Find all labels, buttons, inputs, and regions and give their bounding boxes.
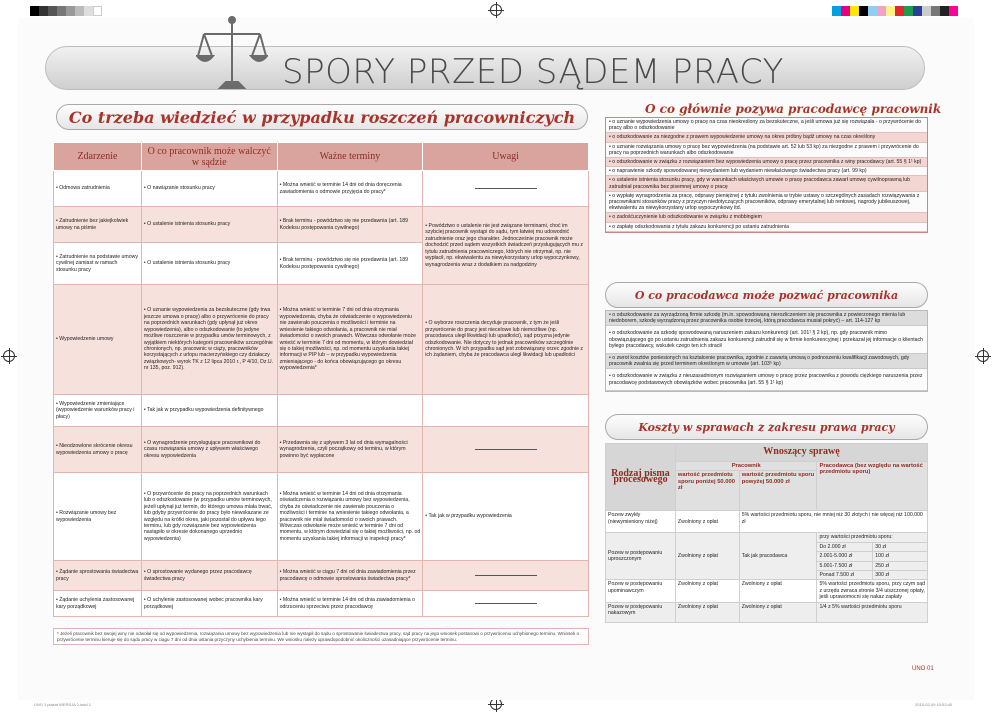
- list-item: • o odszkodowanie za niezgodne z prawem wypowiedzenie umowy na okres próbny bądź umowy na czas określony: [606, 133, 927, 142]
- cell-term: • Brak terminu - powództwo się nie przedawnia (art. 189 Kodeksu postępowania cywilnego): [277, 243, 423, 285]
- tier-range: 5.001-7.500 zł: [817, 561, 873, 570]
- cell-claim: • O przywrócenie do pracy na poprzednich warunkach lub o odszkodowanie (w przypadku umów terminowych, jeżeli upłynął już termin, do którego umowa miała trwać, lub gdyby przywrócenie do pracy było niewskazane ze względu na krótki okres, jaki pozostał do upływu tego terminu, lub gdy rozwiązanie bez wypowiedzenia nastąpiło w okresie dokonanego uprzednio wypowiedzenia): [141, 473, 277, 561]
- cell-high: Zwolniony z opłat: [739, 602, 817, 622]
- table-row: [54, 473, 589, 561]
- cell-term: • Brak terminu - powództwo się nie przedawnia (art. 189 Kodeksu postępowania cywilnego): [277, 207, 423, 243]
- registration-mark-left: [3, 350, 15, 362]
- cell-note-empty: [423, 171, 589, 207]
- col-header-event: Zdarzenie: [54, 143, 142, 171]
- list-item: • o naprawienie szkody spowodowanej niewydaniem lub wydaniem niewłaściwego świadectwa pracy (art. 99 kp): [606, 167, 927, 176]
- cell-low: Zwolniony z opłat: [675, 602, 739, 622]
- list-item: • o zwrot kosztów poniesionych na kształcenie pracownika, zgodnie z zawartą umową o podnoszeniu kwalifikacji zawodowych, gdy pracownik zwalnia się przed terminem określonym w umowie (art. 103⁵ kp): [606, 354, 927, 369]
- cell-term: • Można wnieść w terminie 14 dni od dnia otrzymania oświadczenia o rozwiązaniu umowy bez wypowiedzenia, chyba że oświadczenie nie zawierało pouczenia o możliwości i terminie na wniesienie takiego odwołania, a pracownik nie miał świadomości o swoich prawach. Wówczas odwołanie może wnieść w terminie 7 dni od momentu, w którym dowiedział się o takiej możliwości, np. od momentu uzyskania takiej informacji w inspekcji pracy*: [277, 473, 423, 561]
- cell-claim: • O uchylenie zastosowanej wobec pracownika kary porządkowej: [141, 591, 277, 617]
- cell-term: • Można wnieść w terminie 14 dni od dnia doręczenia zawiadomienia o odmowie przyjęcia do pracy*: [277, 171, 423, 207]
- tier-range: Do 2.000 zł: [817, 542, 873, 551]
- table-row: [54, 395, 589, 427]
- cell-event: • Żądanie sprostowania świadectwa pracy: [54, 561, 142, 591]
- employer-claims-heading-text: O co pracodawca może pozwać pracownika: [634, 288, 899, 302]
- col-header-claim: O co pracownik może walczyć w sądzie: [141, 143, 277, 171]
- cell-claim: • O nawiązanie stosunku pracy: [141, 171, 277, 207]
- table-row: [54, 285, 589, 395]
- color-bar-left: [30, 6, 102, 16]
- tier-fee: 250 zł: [873, 561, 928, 570]
- cell-claim: • O wynagrodzenie przysługujące pracownikowi do czasu rozwiązania umowy z upływem właściwego okresu wypowiedzenia: [141, 427, 277, 473]
- cell-low: Zwolniony z opłat: [675, 533, 739, 580]
- col-header-employee: Pracownik: [675, 462, 817, 471]
- cell-note: • O wyborze roszczenia decyduje pracownik, z tym że jeśli przywrócenie do pracy jest niecelowe lub niemożliwe (np. pracodawca uległ likwidacji lub upadłości), sąd przyzna jedynie odszkodowanie. Nie dotyczy to jednak pracowników szczególnie chronionych. W ich przypadku sąd jest zobowiązany orzec zgodnie z ich żądaniem, chyba że pracodawca uległ likwidacji lub upadłości: [423, 285, 589, 395]
- cell-event: • Nieodzowlone skrócenie okresu wypowiedzenia umowy o pracę: [54, 427, 142, 473]
- list-item: • o odszkodowanie za wyrządzoną firmie szkodę (m.in. spowodowaną nierozliczeniem się pracownika z powierzonego mienia lub niedoborem, szkodę wyrządzoną przez pracownika osobie trzeciej, którą pracodawca musiał pokryć) – art. 114-127 kp: [606, 311, 927, 326]
- tier-header: przy wartości przedmiotu sporu:: [817, 533, 928, 542]
- cell-event: • Wypowiedzenie zmieniające (wypowiedzenie warunków pracy i płacy): [54, 395, 142, 427]
- slug-left: UNO 1 plakat WERSJA 2.indd 1: [34, 702, 91, 707]
- col-header-employer: Pracodawca (bez względu na wartość przedmiotu sporu): [817, 462, 928, 511]
- cell-note-empty: [423, 395, 589, 427]
- col-header-payer: Wnoszący sprawę: [675, 444, 927, 462]
- employee-claims-heading: O co głównie pozywa pracodawcę pracownik: [645, 102, 942, 116]
- list-item: • o odszkodowanie w związku z nieuzasadnionym rozwiązaniem umowy o pracę przez pracownika z powodu ciężkiego naruszenia przez pracodawcę podstawowych obowiązków wobec pracownika (art. 55 § 1¹ kp): [606, 369, 927, 390]
- tier-fee: 30 zł: [873, 542, 928, 551]
- list-item: • o zapłatę odszkodowania z tytułu zakazu konkurencji po ustaniu zatrudnienia: [606, 223, 927, 232]
- table-row: [54, 427, 589, 473]
- col-header-kind: Rodzaj pisma procesowego: [606, 444, 676, 511]
- list-item: • o uznanie wypowiedzenia umowy o pracę na czas nieokreślony za bezskuteczne, a jeśli umowa już się rozwiązała - o przywrócenie do pracy albo o odszkodowanie: [606, 118, 927, 133]
- cell-term: • Można wnieść w ciągu 7 dni od dnia zawiadomienia przez pracodawcę o odmowie sprostowania świadectwa pracy*: [277, 561, 423, 591]
- tier-range: 2.001-5.000 zł: [817, 552, 873, 561]
- left-section-heading-text: Co trzeba wiedzieć w przypadku roszczeń pracowniczych: [68, 107, 576, 127]
- cell-term-empty: [277, 395, 423, 427]
- page-title: SPORY PRZED SĄDEM PRACY: [282, 52, 784, 92]
- cell-claim: • O uznanie wypowiedzenia za bezskuteczne (gdy trwa jeszcze umowa o pracę) albo o przywrócenie do pracy na poprzednich warunkach (gdy upłynął już okres wypowiedzenia), albo o odszkodowanie (to jedyne możliwe roszczenie w przypadku umów terminowych, z wyjątkiem niektórych kategorii pracowników szczególnie chronionych, np. pracownic w ciąży, pracowników korzystających z urlopu macierzyńskiego czy działaczy związkowych- wyrok TK z 12 lipca 2010 r., P 4/10, Dz.U. nr 135, poz. 912).: [141, 285, 277, 395]
- tier-fee: 100 zł: [873, 552, 928, 561]
- col-header-high-value: wartość przedmiotu sporu powyżej 50.000 zł: [739, 471, 817, 511]
- cell-high: Zwolniony z opłat: [739, 580, 817, 602]
- cell-note-empty: [423, 427, 589, 473]
- cell-note: • Tak jak w przypadku wypowiedzenia: [423, 473, 589, 561]
- list-item: • o odszkodowanie za szkodę spowodowaną naruszeniem zakazu konkurencji (art. 101¹ § 2 kp), np. gdy pracownik mimo obowiązującego go po ustaniu zatrudnienia zakazu konkurencji zatrudnił się w firmie konkurencyjnej i przekazał jej informacje o klientach byłego pracodawcy, wskutek czego ten ich stracił: [606, 326, 927, 354]
- cell-claim: • Tak jak w przypadku wypowiedzenia definitywnego: [141, 395, 277, 427]
- cell-event: • Odmowa zatrudnienia: [54, 171, 142, 207]
- page-code: UNO 01: [912, 666, 934, 672]
- table-row: [606, 533, 928, 542]
- cell-term: • Przedawnia się z upływem 3 lat od dnia wymagalności wynagrodzenia, czyli początkowy od terminu, w którym powinno być wypłacone: [277, 427, 423, 473]
- cell-kind: Pozew w postępowaniu upominawczym: [606, 580, 676, 602]
- table-row: [54, 207, 589, 243]
- cell-event: • Wypowiedzenie umowy: [54, 285, 142, 395]
- blank-line: [475, 449, 537, 450]
- cell-high: 5% wartości przedmiotu sporu, nie mniej niż 30 złotych i nie więcej niż 100.000 zł: [739, 511, 927, 533]
- left-section-heading: [56, 104, 588, 130]
- blank-line: [475, 603, 537, 604]
- cell-low: Zwolniony z opłat: [675, 580, 739, 602]
- claims-table: [53, 142, 589, 617]
- tier-range: Ponad 7.500 zł: [817, 571, 873, 580]
- col-header-terms: Ważne terminy: [277, 143, 423, 171]
- cell-note-empty: [423, 561, 589, 591]
- col-header-notes: Uwagi: [423, 143, 589, 171]
- table-row: [54, 561, 589, 591]
- scales-of-justice-icon: [196, 14, 268, 96]
- table-row: [606, 580, 928, 602]
- cell-low: Zwolniony z opłat: [675, 511, 739, 533]
- table-row: [606, 511, 928, 533]
- cell-kind: Pozew w postępowaniu uproszczonym: [606, 533, 676, 580]
- cell-event: • Rozwiązanie umowy bez wypowiedzenia: [54, 473, 142, 561]
- employee-claims-list: [605, 117, 928, 233]
- cell-term: • Można wnieść w terminie 7 dni od dnia otrzymania wypowiedzenia, chyba że oświadczenie o wypowiedzeniu nie zawierało pouczenia o możliwości i terminie na wniesienie takiego odwołania, a pracownik nie miał świadomości o swoich prawach. Wówczas odwołanie może wnieść w terminie 7 dni od momentu, w którym dowiedział się o takiej możliwości, np. od momentu uzyskania takiej informacji w PIP lub – w przypadku wypowiedzenia zmieniającego - do końca obowiązującego go okresu wypowiedzenia*: [277, 285, 423, 395]
- col-header-low-value: wartość przedmiotu sporu poniżej 50.000 zł: [675, 471, 739, 511]
- registration-mark-right: [977, 350, 989, 362]
- list-item: • o ustalenie istnienia stosunku pracy, gdy w warunkach właściwych umowie o pracę pracodawca zawarł umowę cywilnoprawną lub zatrudniał pracownika bez pisemnej umowy o pracę: [606, 176, 927, 191]
- cell-employer: 5% wartości przedmiotu sporu, przy czym sąd z urzędu zwraca stronie 3/4 uiszczonej opłaty, jeśli uprawomocni się nakaz zapłaty: [817, 580, 928, 602]
- cell-claim: • O sprostowanie wydanego przez pracodawcę świadectwa pracy: [141, 561, 277, 591]
- table-row: [54, 171, 589, 207]
- costs-heading: [605, 414, 928, 440]
- list-item: • o odszkodowanie w związku z rozwiązaniem bez wypowiedzenia umowy o pracę przez pracownika z winy pracodawcy (art. 55 § 1¹ kp): [606, 158, 927, 167]
- cell-claim: • O ustalenie istnienia stosunku pracy: [141, 243, 277, 285]
- cell-claim: • O ustalenie istnienia stosunku pracy: [141, 207, 277, 243]
- costs-heading-text: Koszty w sprawach z zakresu prawa pracy: [638, 420, 895, 434]
- cell-term: • Można wnieść w terminie 14 dni od dnia zawiadomienia o odrzuceniu sprzeciwu przez pracodawcę: [277, 591, 423, 617]
- slug-right: 2015-02-09 10:53:40: [915, 702, 953, 707]
- cell-employer: 1/4 z 5% wartości przedmiotu sporu: [817, 602, 928, 622]
- cell-event: • Zatrudnienie bez jakiejkolwiek umowy na piśmie: [54, 207, 142, 243]
- cell-high: Tak jak pracodawca: [739, 533, 817, 580]
- cell-note-empty: [423, 591, 589, 617]
- list-item: • o zadośćuczynienie lub odszkodowanie w związku z mobbingiem: [606, 213, 927, 222]
- cell-note: • Powództwo o ustalenie nie jest związane terminami, choć im szybciej pracownik wystąpi do sądu, tym łatwiej mu udowodnić zatrudnienie oraz jego charakter. Jednocześnie pracownik może dochodzić przed sądem wszystkich świadczeń przysługujących mu z tytułu zatrudnienia pracowniczego, których nie otrzymał, np. nie wypłacił, np. ekwiwalentu za niewykorzystany urlop wypoczynkowy, wynagrodzenia wraz z dodatkiem za nadgodziny: [423, 207, 589, 285]
- costs-table: [605, 443, 928, 623]
- cell-event: • Zatrudnienie na podstawie umowy cywilnej zamiast w ramach stosunku pracy: [54, 243, 142, 285]
- blank-line: [475, 188, 537, 189]
- list-item: • o wypłatę wynagrodzenia za pracę, odprawy pieniężnej z tytułu zwolnienia w trybie ustawy o szczególnych zasadach rozwiązywania z pracownikami stosunków pracy z przyczyn niedotyczących pracowników, odprawy emerytalnej lub rentowej, nagrody jubileuszowej, ekwiwalentu za niewykorzystany urlop wypoczynkowy itd.: [606, 192, 927, 214]
- footnote: * Jeżeli pracownik bez swojej winy nie odwołał się od wypowiedzenia, rozwiązania umowy bez wypowiedzenia lub nie wystąpił do sądu o sprostowanie świadectwa pracy, sąd pracy na jego wniosek postanowi o przywróceniu uchybionego terminu. Wniosek o przywrócenie terminu kieruje się do sądu pracy w ciągu 7 dni od dnia ustania przyczyny uchybienia terminu. We wniosku należy uprawdopodobnić okoliczności uzasadniające przywrócenie terminu.: [53, 628, 589, 645]
- list-item: • o uznanie rozwiązania umowy o pracę bez wypowiedzenia (na podstawie art. 52 lub 53 kp) za niezgodne z prawem i przywrócenie do pracy na poprzednich warunkach albo odszkodowanie: [606, 143, 927, 158]
- registration-mark-top: [490, 4, 502, 16]
- claims-table-header: [54, 143, 589, 171]
- table-row: [54, 591, 589, 617]
- cell-kind: Pozew w postępowaniu nakazowym: [606, 602, 676, 622]
- tier-fee: 300 zł: [873, 571, 928, 580]
- color-bar-right: [832, 6, 958, 16]
- employer-claims-list: [605, 310, 928, 392]
- cell-event: • Żądanie uchylenia zastosowanej kary porządkowej: [54, 591, 142, 617]
- cell-kind: Pozew zwykły (niewymieniony niżej): [606, 511, 676, 533]
- employer-claims-heading: [605, 282, 928, 308]
- blank-line: [475, 575, 537, 576]
- table-row: [606, 602, 928, 622]
